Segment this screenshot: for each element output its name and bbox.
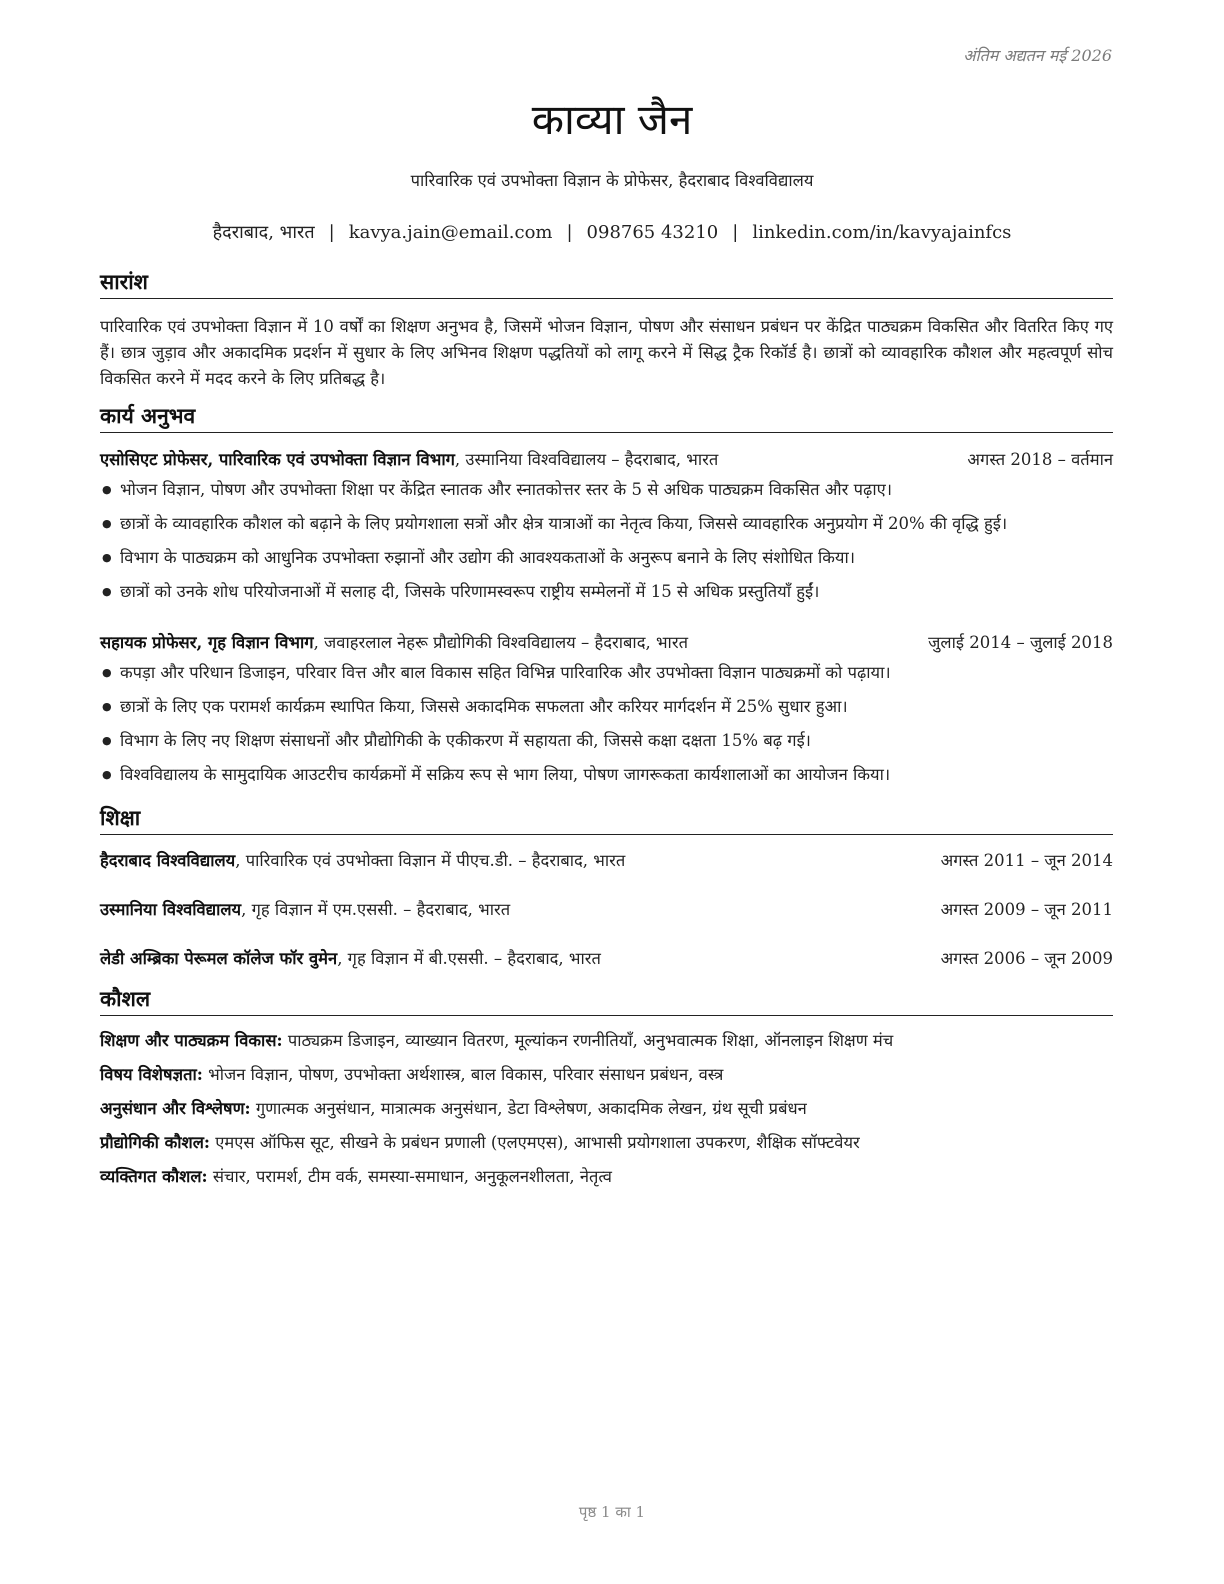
section-title-skills: कौशल — [100, 985, 1113, 1016]
skill-label: प्रौद्योगिकी कौशल: — [100, 1133, 211, 1152]
job-title: सहायक प्रोफेसर, गृह विज्ञान विभाग — [100, 633, 314, 652]
skill-row — [100, 1062, 1113, 1096]
job-header — [100, 448, 1113, 472]
contact-email[interactable]: kavya.jain@email.com — [348, 222, 553, 243]
skill-value: संचार, परामर्श, टीम वर्क, समस्या-समाधान, अनुकूलनशीलता, नेतृत्व — [207, 1167, 612, 1186]
education-school: हैदराबाद विश्वविद्यालय — [100, 851, 236, 870]
education-school: लेडी अम्ब्रिका पेरूमल कॉलेज फॉर वुमेन — [100, 949, 338, 968]
skill-label: शिक्षण और पाठ्यक्रम विकास: — [100, 1031, 283, 1050]
skill-value: गुणात्मक अनुसंधान, मात्रात्मक अनुसंधान, डेटा विश्लेषण, अकादमिक लेखन, ग्रंथ सूची प्रबंधन — [250, 1099, 807, 1118]
skill-row — [100, 1028, 1113, 1062]
job-dates: अगस्त 2018 – वर्तमान — [967, 450, 1113, 469]
contact-separator: | — [328, 222, 335, 243]
job-bullet: ● छात्रों को उनके शोध परियोजनाओं में सलाह दी, जिसके परिणामस्वरूप राष्ट्रीय सम्मेलनों में 15 से अधिक प्रस्तुतियाँ हुईं। — [100, 580, 1120, 614]
skill-label: व्यक्तिगत कौशल: — [100, 1167, 208, 1186]
skill-value: एमएस ऑफिस सूट, सीखने के प्रबंधन प्रणाली (एलएमएस), आभासी प्रयोगशाला उपकरण, शैक्षिक सॉफ्टवेयर — [210, 1133, 860, 1152]
skill-value: भोजन विज्ञान, पोषण, उपभोक्ता अर्थशास्त्र, बाल विकास, परिवार संसाधन प्रबंधन, वस्त्र — [202, 1065, 724, 1084]
skill-row — [100, 1096, 1113, 1130]
job-bullet: ● विभाग के लिए नए शिक्षण संसाधनों और प्रौद्योगिकी के एकीकरण में सहायता की, जिससे कक्षा दक्षता 15% बढ़ गई। — [100, 729, 1120, 763]
education-entry — [100, 947, 1113, 971]
contact-location: हैदराबाद, भारत — [212, 222, 315, 243]
headline: पारिवारिक एवं उपभोक्ता विज्ञान के प्रोफेसर, हैदराबाद विश्वविद्यालय — [410, 171, 814, 190]
job-bullets — [100, 661, 1120, 797]
education-dates: अगस्त 2009 – जून 2011 — [940, 900, 1113, 919]
section-title-summary: सारांश — [100, 268, 1113, 299]
contact-separator: | — [732, 222, 739, 243]
skill-value: पाठ्यक्रम डिजाइन, व्याख्यान वितरण, मूल्यांकन रणनीतियाँ, अनुभवात्मक शिक्षा, ऑनलाइन शिक्षण मंच — [282, 1031, 894, 1050]
last-updated: अंतिम अद्यतन मई 2026 — [963, 46, 1112, 65]
education-detail: , गृह विज्ञान में एम.एससी. – हैदराबाद, भारत — [241, 900, 511, 919]
education-entry — [100, 849, 1113, 873]
job-header — [100, 631, 1113, 655]
job-organization: , जवाहरलाल नेहरू प्रौद्योगिकी विश्वविद्यालय – हैदराबाद, भारत — [313, 633, 688, 652]
job-bullet: ● भोजन विज्ञान, पोषण और उपभोक्ता शिक्षा पर केंद्रित स्नातक और स्नातकोत्तर स्तर के 5 से अधिक पाठ्यक्रम विकसित और पढ़ाए। — [100, 478, 1120, 512]
contact-line — [0, 220, 1224, 244]
education-detail: , गृह विज्ञान में बी.एससी. – हैदराबाद, भारत — [337, 949, 601, 968]
education-school: उस्मानिया विश्वविद्यालय — [100, 900, 242, 919]
job-organization: , उस्मानिया विश्वविद्यालय – हैदराबाद, भारत — [454, 450, 719, 469]
contact-phone: 098765 43210 — [586, 222, 719, 243]
job-bullet: ● विभाग के पाठ्यक्रम को आधुनिक उपभोक्ता रुझानों और उद्योग की आवश्यकताओं के अनुरूप बनाने के लिए संशोधित किया। — [100, 546, 1120, 580]
summary-text: पारिवारिक एवं उपभोक्ता विज्ञान में 10 वर्षों का शिक्षण अनुभव है, जिसमें भोजन विज्ञान, पोषण और संसाधन प्रबंधन पर केंद्रित पाठ्यक्रम विकसित और वितरित किए गए हैं। छात्र जुड़ाव और अकादमिक प्रदर्शन में सुधार के लिए अभिनव शिक्षण पद्धतियों को लागू करने में सिद्ध ट्रैक रिकॉर्ड है। छात्रों को व्यावहारिक कौशल और महत्वपूर्ण सोच विकसित करने में मदद करने के लिए प्रतिबद्ध है। — [100, 317, 1113, 388]
education-dates: अगस्त 2011 – जून 2014 — [940, 851, 1113, 870]
contact-separator: | — [566, 222, 573, 243]
section-title-experience: कार्य अनुभव — [100, 402, 1113, 433]
job-bullet: ● छात्रों के लिए एक परामर्श कार्यक्रम स्थापित किया, जिससे अकादमिक सफलता और करियर मार्गदर्शन में 25% सुधार हुआ। — [100, 695, 1120, 729]
skill-row — [100, 1164, 1113, 1198]
skill-label: अनुसंधान और विश्लेषण: — [100, 1099, 251, 1118]
skill-label: विषय विशेषज्ञता: — [100, 1065, 203, 1084]
section-title-education: शिक्षा — [100, 804, 1113, 835]
page-number: पृष्ठ 1 का 1 — [578, 1503, 646, 1521]
job-bullet: ● कपड़ा और परिधान डिजाइन, परिवार वित्त और बाल विकास सहित विभिन्न पारिवारिक और उपभोक्ता विज्ञान पाठ्यक्रमों को पढ़ाया। — [100, 661, 1120, 695]
job-bullet: ● विश्वविद्यालय के सामुदायिक आउटरीच कार्यक्रमों में सक्रिय रूप से भाग लिया, पोषण जागरूकता कार्यशालाओं का आयोजन किया। — [100, 763, 1120, 797]
person-name: काव्या जैन — [531, 95, 693, 144]
job-bullet: ● छात्रों के व्यावहारिक कौशल को बढ़ाने के लिए प्रयोगशाला सत्रों और क्षेत्र यात्राओं का नेतृत्व किया, जिससे व्यावहारिक अनुप्रयोग में 20% की वृद्धि हुई। — [100, 512, 1120, 546]
contact-linkedin[interactable]: linkedin.com/in/kavyajainfcs — [752, 222, 1012, 243]
education-detail: , पारिवारिक एवं उपभोक्ता विज्ञान में पीएच.डी. – हैदराबाद, भारत — [235, 851, 626, 870]
job-title: एसोसिएट प्रोफेसर, पारिवारिक एवं उपभोक्ता विज्ञान विभाग — [100, 450, 455, 469]
education-entry — [100, 898, 1113, 922]
skill-row — [100, 1130, 1113, 1164]
job-bullets — [100, 478, 1120, 614]
skills-list — [100, 1028, 1113, 1198]
education-dates: अगस्त 2006 – जून 2009 — [940, 949, 1113, 968]
job-dates: जुलाई 2014 – जुलाई 2018 — [928, 633, 1113, 652]
